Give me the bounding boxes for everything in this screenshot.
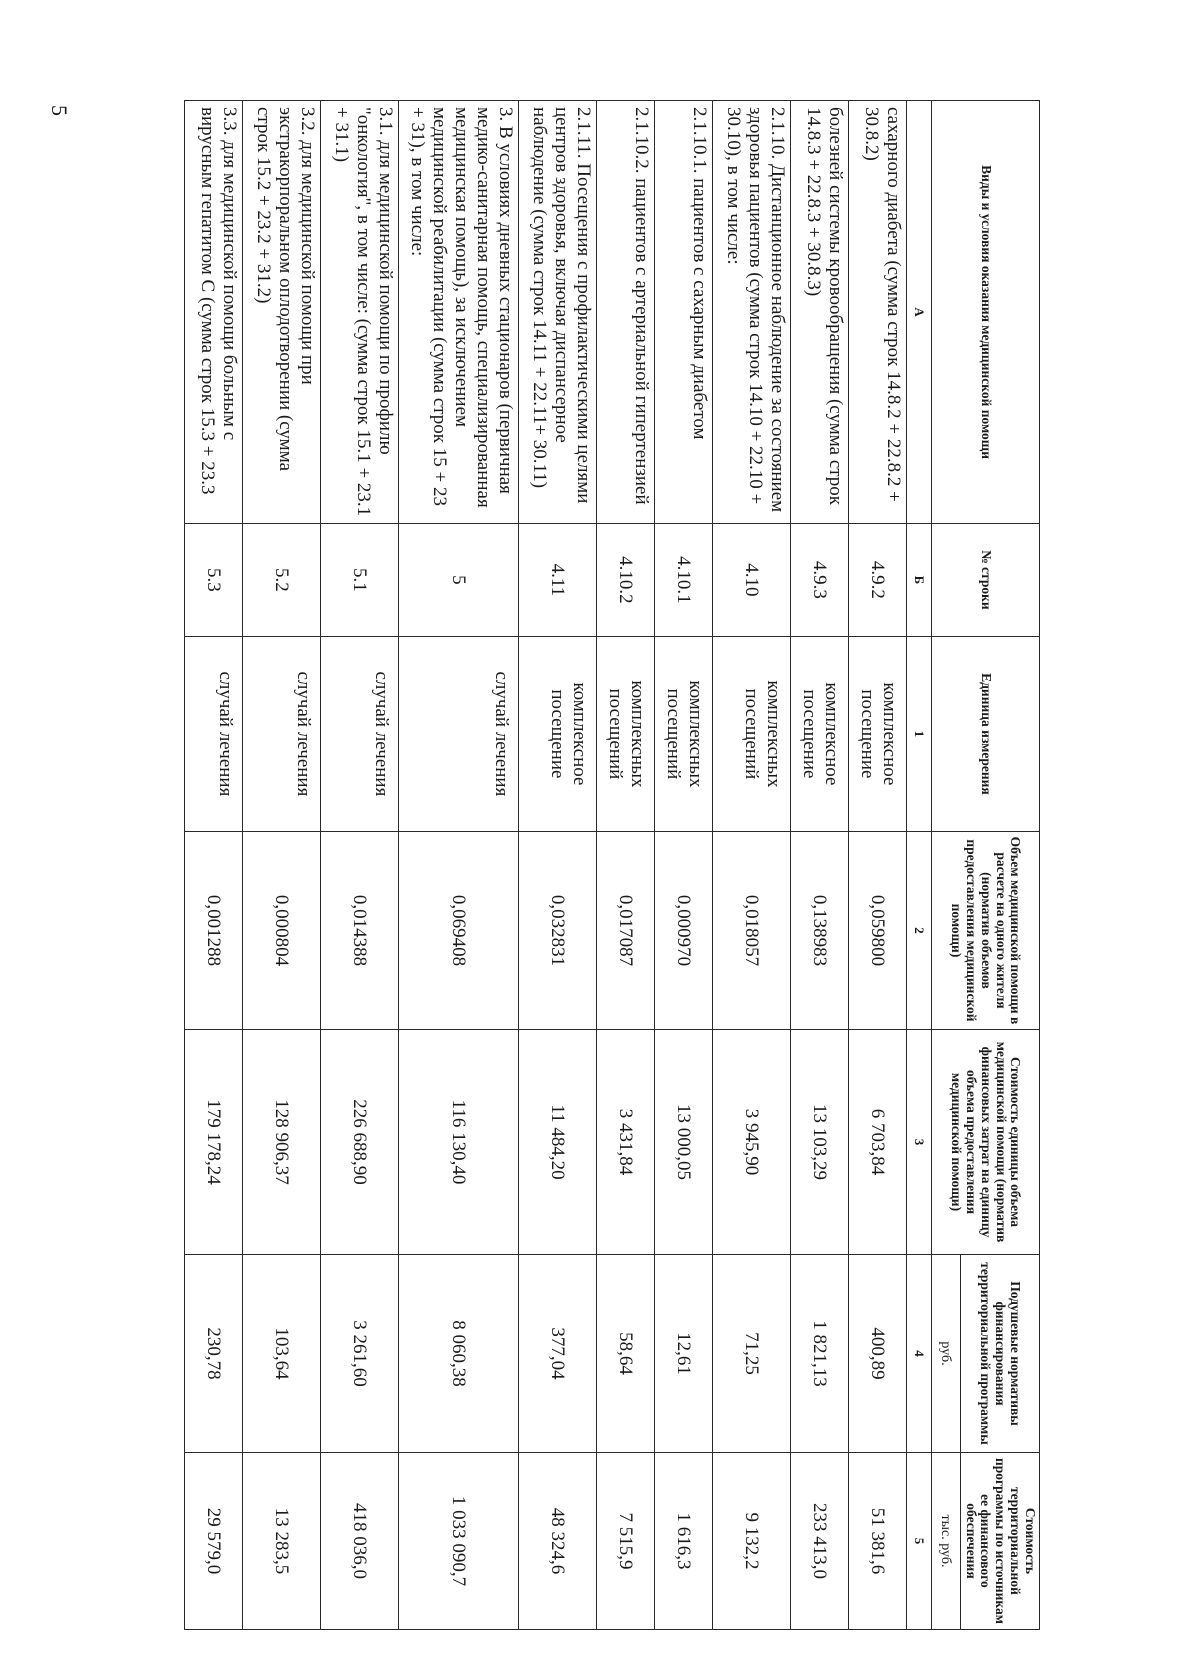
row-unit-cost: 3 945,90 <box>712 1029 790 1254</box>
row-volume: 0,001288 <box>184 832 242 1030</box>
row-description: 2.1.10. Дистанционное наблюдение за состоянием здоровья пациентов (сумма строк 14.10 + 22.10 + 30.10), в том числе: <box>712 101 790 524</box>
row-total-cost: 9 132,2 <box>712 1452 790 1629</box>
row-unit-cost: 6 703,84 <box>848 1029 906 1254</box>
row-per-capita: 377,04 <box>518 1255 596 1453</box>
row-unit-cost: 128 906,37 <box>242 1029 320 1254</box>
col-number-2: 2 <box>906 832 931 1030</box>
rotated-table-wrapper <box>196 100 1040 1630</box>
row-per-capita: 400,89 <box>848 1255 906 1453</box>
header-types: Виды и условия оказания медицинской помощи <box>931 101 1039 524</box>
row-unit-cost: 3 431,84 <box>596 1029 654 1254</box>
row-total-cost: 13 283,5 <box>242 1452 320 1629</box>
header-total-unit: тыс. руб. <box>931 1452 960 1629</box>
row-volume: 0,017087 <box>596 832 654 1030</box>
header-per-capita: Подушевые нормативы финансирования территориальной программы <box>960 1255 1039 1453</box>
row-unit-cost: 11 484,20 <box>518 1029 596 1254</box>
row-number: 5 <box>398 524 518 637</box>
header-unit-cost: Стоимость единицы объема медицинской помощи (норматив финансовых затрат на единицу объема предоставления медицинской помощи) <box>931 1029 1039 1254</box>
row-unit: комплексных посещений <box>596 636 654 831</box>
page-number: 5 <box>47 105 72 116</box>
col-number-3: 3 <box>906 1029 931 1254</box>
table-row <box>596 101 654 1630</box>
row-total-cost: 51 381,6 <box>848 1452 906 1629</box>
row-unit: комплексное посещение <box>848 636 906 831</box>
row-volume: 0,018057 <box>712 832 790 1030</box>
row-number: 4.9.3 <box>790 524 848 637</box>
row-description: сахарного диабета (сумма строк 14.8.2 + 22.8.2 + 30.8.2) <box>848 101 906 524</box>
row-description: 3. В условиях дневных стационаров (первичная медико-санитарная помощь, специализированная медицинская помощь), за исключением медицинской реабилитации (сумма строк 15 + 23 + 31), в том числе: <box>398 101 518 524</box>
row-total-cost: 1 616,3 <box>654 1452 712 1629</box>
row-description: 3.1. для медицинской помощи по профилю "онкология", в том числе: (сумма строк 15.1 + 23.1 + 31.1) <box>320 101 398 524</box>
row-number: 5.1 <box>320 524 398 637</box>
row-number: 4.10 <box>712 524 790 637</box>
row-description: 2.1.10.1. пациентов с сахарным диабетом <box>654 101 712 524</box>
table-row <box>712 101 790 1630</box>
row-description: болезней системы кровообращения (сумма строк 14.8.3 + 22.8.3 + 30.8.3) <box>790 101 848 524</box>
row-unit: случай лечения <box>184 636 242 831</box>
row-total-cost: 29 579,0 <box>184 1452 242 1629</box>
table-row <box>398 101 518 1630</box>
table-row <box>518 101 596 1630</box>
header-volume: Объем медицинской помощи в расчете на одного жителя (норматив объемов предоставления медицинской помощи) <box>931 832 1039 1030</box>
row-unit-cost: 116 130,40 <box>398 1029 518 1254</box>
row-total-cost: 1 033 090,7 <box>398 1452 518 1629</box>
row-per-capita: 1 821,13 <box>790 1255 848 1453</box>
col-number-4: 4 <box>906 1255 931 1453</box>
row-per-capita: 230,78 <box>184 1255 242 1453</box>
row-total-cost: 48 324,6 <box>518 1452 596 1629</box>
row-number: 5.2 <box>242 524 320 637</box>
row-description: 2.1.10.2. пациентов с артериальной гипертензией <box>596 101 654 524</box>
header-unit: Единица измерения <box>931 636 1039 831</box>
col-number-1: 1 <box>906 636 931 831</box>
col-number-a: А <box>906 101 931 524</box>
row-description: 3.3. для медицинской помощи больным с вирусным гепатитом С (сумма строк 15.3 + 23.3 <box>184 101 242 524</box>
row-unit: случай лечения <box>320 636 398 831</box>
row-per-capita: 3 261,60 <box>320 1255 398 1453</box>
row-volume: 0,000804 <box>242 832 320 1030</box>
row-per-capita: 71,25 <box>712 1255 790 1453</box>
row-unit-cost: 179 178,24 <box>184 1029 242 1254</box>
col-number-5: 5 <box>906 1452 931 1629</box>
row-unit: комплексное посещение <box>518 636 596 831</box>
row-volume: 0,069408 <box>398 832 518 1030</box>
row-unit: комплексное посещение <box>790 636 848 831</box>
row-number: 5.3 <box>184 524 242 637</box>
header-total-cost: Стоимость территориальной программы по источникам ее финансового обеспечения <box>960 1452 1039 1629</box>
row-per-capita: 58,64 <box>596 1255 654 1453</box>
row-volume: 0,138983 <box>790 832 848 1030</box>
financing-table <box>184 100 1040 1630</box>
row-description: 3.2. для медицинской помощи при экстракорпоральном оплодотворении (сумма строк 15.2 + 23.2 + 31.2) <box>242 101 320 524</box>
table-row <box>790 101 848 1630</box>
row-volume: 0,014388 <box>320 832 398 1030</box>
row-per-capita: 8 060,38 <box>398 1255 518 1453</box>
row-description: 2.1.11. Посещения с профилактическими целями центров здоровья, включая диспансерное наблюдение (сумма строк 14.11 + 22.11+ 30.11) <box>518 101 596 524</box>
row-number: 4.10.2 <box>596 524 654 637</box>
row-number: 4.10.1 <box>654 524 712 637</box>
table-row <box>320 101 398 1630</box>
row-unit: комплексных посещений <box>654 636 712 831</box>
row-volume: 0,059800 <box>848 832 906 1030</box>
row-volume: 0,000970 <box>654 832 712 1030</box>
row-volume: 0,032831 <box>518 832 596 1030</box>
row-number: 4.9.2 <box>848 524 906 637</box>
header-row-number: № строки <box>931 524 1039 637</box>
table-row <box>654 101 712 1630</box>
row-per-capita: 12,61 <box>654 1255 712 1453</box>
table-row <box>848 101 906 1630</box>
row-total-cost: 233 413,0 <box>790 1452 848 1629</box>
row-total-cost: 7 515,9 <box>596 1452 654 1629</box>
row-unit: комплексных посещений <box>712 636 790 831</box>
row-unit: случай лечения <box>398 636 518 831</box>
table-row <box>184 101 242 1630</box>
table-row <box>242 101 320 1630</box>
row-unit: случай лечения <box>242 636 320 831</box>
row-per-capita: 103,64 <box>242 1255 320 1453</box>
row-unit-cost: 13 000,05 <box>654 1029 712 1254</box>
header-per-capita-unit: руб. <box>931 1255 960 1453</box>
row-unit-cost: 13 103,29 <box>790 1029 848 1254</box>
row-unit-cost: 226 688,90 <box>320 1029 398 1254</box>
row-total-cost: 418 036,0 <box>320 1452 398 1629</box>
col-number-b: Б <box>906 524 931 637</box>
row-number: 4.11 <box>518 524 596 637</box>
